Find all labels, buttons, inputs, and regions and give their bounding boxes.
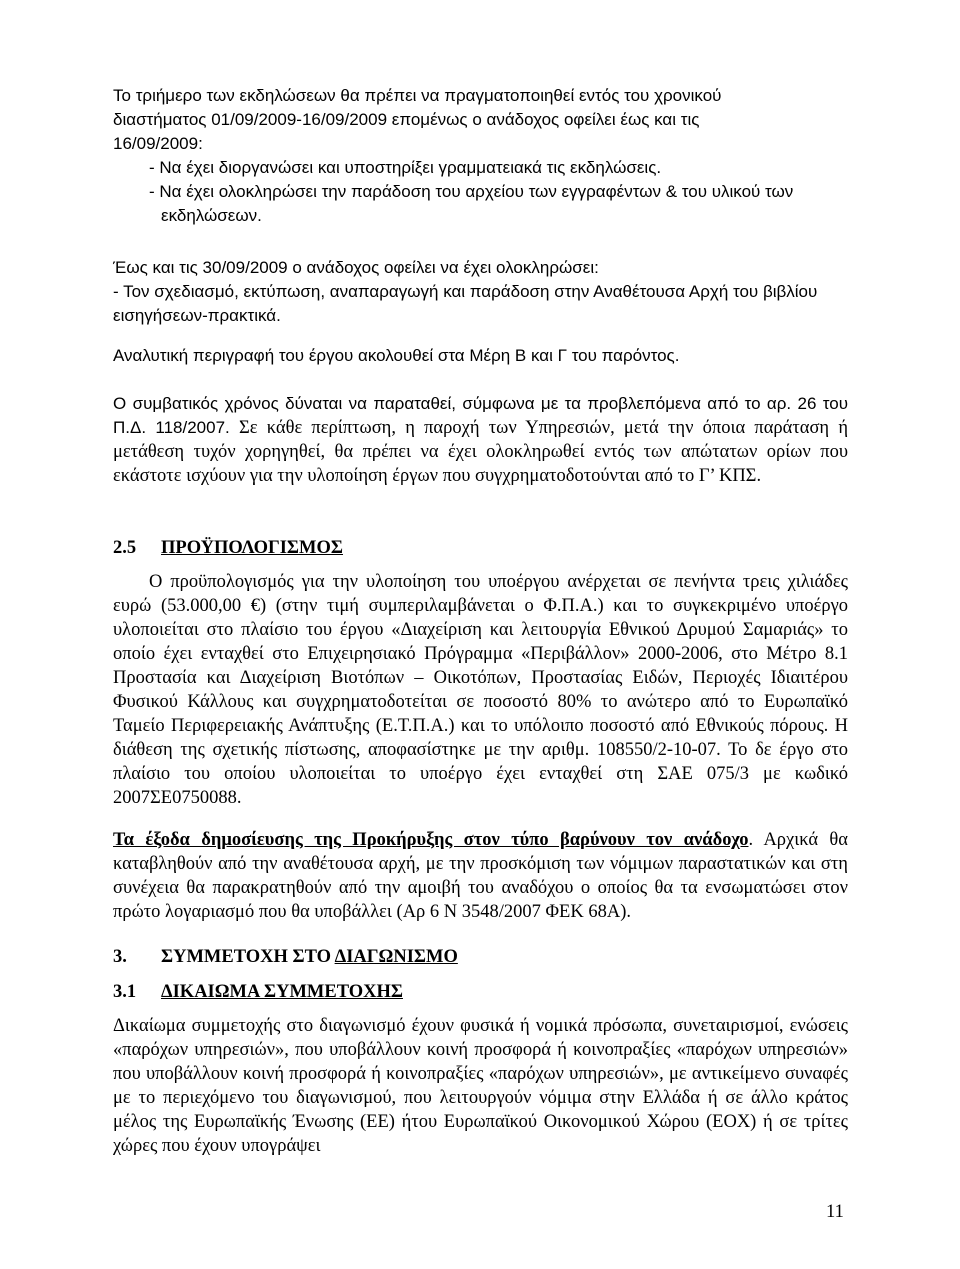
contract-time-sans: Ο συμβατικός χρόνος δύναται να παραταθεί, σύμφωνα με τα προβλεπόμενα από το αρ. 26 του Π.Δ. 118/2007. — [113, 394, 848, 437]
deadline-intro: Έως και τις 30/09/2009 ο ανάδοχος οφείλει να έχει ολοκληρώσει: — [113, 258, 599, 277]
participation-paragraph: Δικαίωμα συμμετοχής στο διαγωνισμό έχουν φυσικά ή νομικά πρόσωπα, συνεταιρισμοί, ενώσεις «παρόχων υπηρεσιών», που υποβάλλουν κοινή προσφορά ή κοινοπραξίες «παρόχων υπηρεσιών» που υποβάλλουν κοινή προσφορά ή κοινοπραξίες «παρόχων υπηρεσιών», με αντικείμενο συναφές με το περιεχόμενο του διαγωνισμού, που λειτουργούν νόμιμα στην Ελλάδα ή σε άλλο κράτος μέλος της Ευρωπαϊκής Ένωσης (ΕΕ) ήτου Ευρωπαϊκού Οικονομικού Χώρου (ΕΟΧ) ή σε τρίτες χώρες που έχουν υπογράψει — [113, 1016, 848, 1156]
section-title-plain: ΣΥΜΜΕΤΟΧΗ ΣΤΟ — [161, 947, 335, 967]
section-number: 2.5 — [113, 538, 137, 558]
intro-bullet: - Να έχει ολοκληρώσει την παράδοση του αρχείου των εγγραφέντων & του υλικού των εκδηλώσεων. — [149, 182, 794, 225]
intro-line: Το τριήμερο των εκδηλώσεων θα πρέπει να πραγματοποιηθεί εντός του χρονικού — [113, 86, 722, 105]
publication-cost-emphasis: Τα έξοδα δημοσίευσης της Προκήρυξης στον τύπο βαρύνουν τον ανάδοχο — [113, 830, 749, 850]
contract-time-paragraph — [113, 392, 848, 488]
section-3-heading — [113, 945, 458, 969]
section-title: ΔΙΚΑΙΩΜΑ ΣΥΜΜΕΤΟΧΗΣ — [161, 982, 403, 1002]
publication-cost-rest: . Αρχικά θα καταβληθούν από την αναθέτουσα αρχή, με την προσκόμιση των νόμιμων παραστατικών και στη συνέχεια θα παρακρατηθούν από την αμοιβή του αναδόχου ο οποίος θα τα ενσωματώσει στον πρώτο λογαριασμό που θα υποβάλλει (Αρ 6 Ν 3548/2007 ΦΕΚ 68Α). — [113, 830, 848, 922]
budget-paragraph: Ο προϋπολογισμός για την υλοποίηση του υποέργου ανέρχεται σε πενήντα τρεις χιλιάδες ευρώ (53.000,00 €) (στην τιμή συμπεριλαμβάνεται ο Φ.Π.Α.) και το συγκεκριμένο υποέργο υλοποιείται στο πλαίσιο του έργου «Διαχείριση και λειτουργία Εθνικού Δρυμού Σαμαριάς» το οποίο έχει ενταχθεί στο Επιχειρησιακό Πρόγραμμα «Περιβάλλον» 2000-2006, στο Μέτρο 8.1 Προστασία και Διαχείριση Βιοτόπων – Οικοτόπων, Προστασίας Ειδών, Περιοχές Ιδιαιτέρου Φυσικού Κάλλους και συγχρηματοδοτείται σε ποσοστό 80% το ανώτερο από το Ευρωπαϊκό Ταμείο Περιφερειακής Ανάπτυξης (Ε.Τ.Π.Α.) και το υπόλοιπο ποσοστό από Εθνικούς πόρους. Η διάθεση της σχετικής πίστωσης, αποφασίστηκε με την αριθμ. 108550/2-10-07. Το δε έργο στο πλαίσιο του οποίου υλοποιείται το υποέργο έχει ενταχθεί στη ΣΑΕ 075/3 με κωδικό 2007ΣΕ0750088. — [113, 572, 848, 808]
intro-bullet: - Να έχει διοργανώσει και υποστηρίξει γραμματειακά τις εκδηλώσεις. — [149, 158, 662, 177]
intro-line: 16/09/2009: — [113, 134, 203, 153]
intro-line: διαστήματος 01/09/2009-16/09/2009 επομένως ο ανάδοχος οφείλει έως και τις — [113, 110, 700, 129]
deadline-block — [113, 256, 848, 328]
analysis-line: Αναλυτική περιγραφή του έργου ακολουθεί στα Μέρη Β και Γ του παρόντος. — [113, 346, 680, 365]
section-3-1-heading — [113, 980, 403, 1004]
contract-time-serif: Σε κάθε περίπτωση, η παροχή των Υπηρεσιών, μετά την όποια παράταση ή μετάθεση τυχόν χορηγηθεί, θα πρέπει να έχει ολοκληρωθεί εντός των απώτατων ορίων που εκάστοτε ισχύουν για την υλοποίηση έργων που συγχρηματοδοτούνται από το Γ’ ΚΠΣ. — [113, 418, 848, 486]
page-number: 11 — [826, 1202, 844, 1222]
section-number: 3.1 — [113, 982, 137, 1002]
section-title: ΠΡΟΫΠΟΛΟΓΙΣΜΟΣ — [161, 538, 343, 558]
intro-block — [113, 84, 848, 228]
section-title-underlined: ΔΙΑΓΩΝΙΣΜΟ — [334, 947, 458, 967]
section-2-5-heading — [113, 536, 343, 560]
deadline-item: - Τον σχεδιασμό, εκτύπωση, αναπαραγωγή και παράδοση στην Αναθέτουσα Αρχή του βιβλίου εισηγήσεων-πρακτικά. — [113, 282, 818, 325]
publication-paragraph — [113, 828, 848, 924]
section-number: 3. — [113, 947, 127, 967]
